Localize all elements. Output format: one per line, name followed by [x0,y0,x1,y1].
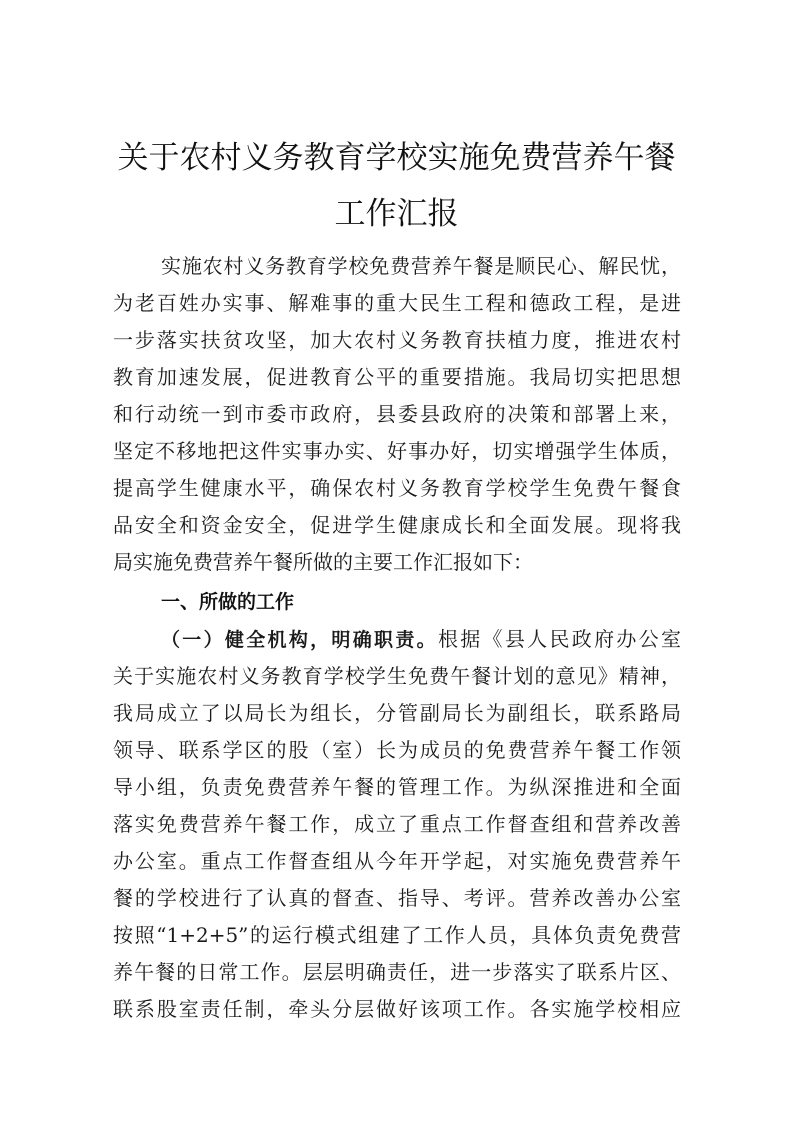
paragraph-2-line: 领导、联系学区的股（室）长为成员的免费营养午餐工作领 [113,738,681,762]
paragraph-1-line: 为老百姓办实事、解难事的重大民生工程和德政工程，是进 [113,291,681,315]
paragraph-1-line: 教育加速发展，促进教育公平的重要措施。我局切实把思想 [113,365,681,389]
paragraph-2-line: 办公室。重点工作督查组从今年开学起，对实施免费营养午 [113,849,681,873]
subsection-first-line [161,621,681,658]
paragraph-2-line: 联系股室责任制，牵头分层做好该项工作。各实施学校相应 [113,997,681,1021]
paragraph-1-line: 一步落实扶贫攻坚，加大农村义务教育扶植力度，推进农村 [113,328,681,352]
document-title-line-1: 关于农村义务教育学校实施免费营养午餐 [117,140,676,176]
paragraph-1-line: 局实施免费营养午餐所做的主要工作汇报如下： [113,550,533,574]
paragraph-1-line: 品安全和资金安全，促进学生健康成长和全面发展。现将我 [113,513,681,537]
section-heading: 一、所做的工作 [161,591,295,613]
paragraph-2-line: 落实免费营养午餐工作，成立了重点工作督查组和营养改善 [113,812,681,836]
paragraph-2-line: 我局成立了以局长为组长，分管副局长为副组长，联系路局 [113,701,681,725]
paragraph-2-line: 养午餐的日常工作。层层明确责任，进一步落实了联系片区、 [113,960,681,984]
paragraph-2-line: 导小组，负责免费营养午餐的管理工作。为纵深推进和全面 [113,775,681,799]
document-title-line-2: 工作汇报 [334,196,459,232]
paragraph-2-line: 关于实施农村义务教育学校学生免费午餐计划的意见》精神， [113,664,681,688]
subsection-lead: （一）健全机构，明确职责。 [161,629,438,651]
paragraph-1-line: 提高学生健康水平，确保农村义务教育学校学生免费午餐食 [113,476,681,500]
paragraph-1-line: 和行动统一到市委市政府，县委县政府的决策和部署上来， [113,402,681,426]
paragraph-1-line: 实施农村义务教育学校免费营养午餐是顺民心、解民忧， [161,254,681,278]
paragraph-2-line: 餐的学校进行了认真的督查、指导、考评。营养改善办公室 [113,886,681,910]
paragraph-2-line: 按照“1+2+5”的运行模式组建了工作人员，具体负责免费营 [113,923,681,947]
subsection-first-line-rest: 根据《县人民政府办公室 [437,627,681,651]
paragraph-1-line: 坚定不移地把这件实事办实、好事办好，切实增强学生体质， [113,439,681,463]
